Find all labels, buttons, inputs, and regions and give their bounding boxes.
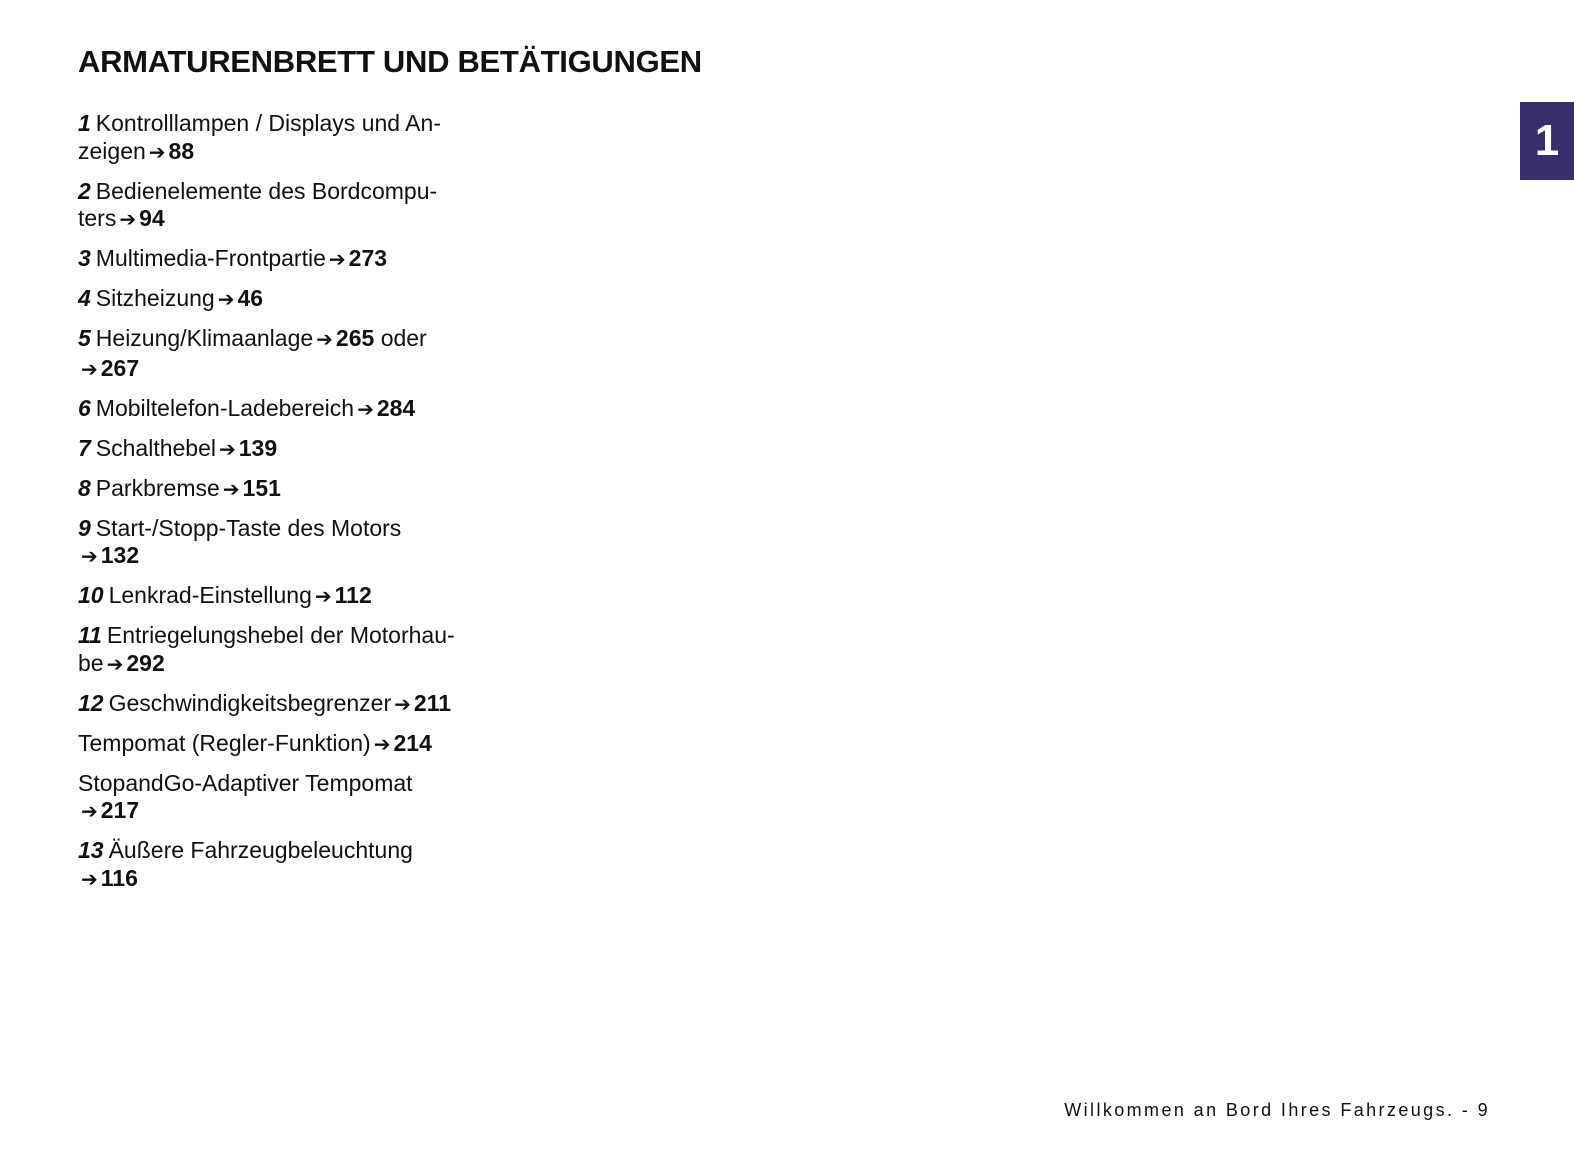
page-reference[interactable]: 284 — [376, 394, 416, 421]
page-title: ARMATURENBRETT UND BETÄTIGUNGEN — [78, 44, 702, 79]
page-reference[interactable]: 151 — [242, 474, 281, 501]
arrow-right-icon: ➔ — [81, 358, 98, 381]
arrow-right-icon: ➔ — [328, 249, 346, 271]
item-label: ters — [78, 205, 117, 231]
legend-item — [78, 245, 518, 275]
item-label: zeigen — [78, 137, 146, 164]
arrow-right-icon: ➔ — [316, 329, 333, 351]
item-number: 6 — [78, 394, 91, 421]
item-number: 7 — [78, 434, 91, 461]
legend-item — [78, 178, 518, 235]
legend-item — [78, 730, 518, 760]
page-reference[interactable]: 292 — [126, 649, 165, 676]
dashboard-legend-list — [78, 110, 518, 905]
item-number: 4 — [78, 285, 91, 311]
arrow-right-icon: ➔ — [314, 586, 332, 608]
page-reference[interactable]: 139 — [238, 434, 278, 461]
item-number: 5 — [78, 325, 91, 351]
item-label: Bedienelemente des Bordcompu- — [95, 177, 438, 204]
item-label-suffix: oder — [380, 325, 427, 351]
item-label: Sitzheizung — [95, 285, 215, 311]
page-reference[interactable]: 94 — [139, 205, 165, 231]
page-footer: Willkommen an Bord Ihres Fahrzeugs. - 9 — [1064, 1100, 1490, 1120]
item-number: 12 — [78, 689, 104, 716]
item-label: Start-/Stopp-Taste des Motors — [95, 514, 402, 541]
legend-item — [78, 285, 518, 315]
item-label: Äußere Fahrzeugbeleuchtung — [108, 837, 413, 863]
arrow-right-icon: ➔ — [119, 209, 137, 231]
legend-item — [78, 690, 518, 720]
chapter-tab: 1 — [1520, 102, 1574, 180]
item-label: Schalthebel — [95, 434, 216, 461]
item-number: 3 — [78, 245, 91, 271]
item-label: Multimedia-Frontpartie — [95, 245, 326, 271]
item-number: 8 — [78, 474, 91, 501]
legend-item — [78, 515, 518, 572]
item-label: StopandGo-Adaptiver Tempomat — [78, 769, 413, 796]
arrow-right-icon: ➔ — [217, 289, 235, 311]
page-reference[interactable]: 273 — [348, 245, 388, 271]
page-reference[interactable]: 217 — [100, 797, 140, 823]
item-label: Entriegelungshebel der Motorhau- — [106, 622, 455, 648]
page-reference[interactable]: 214 — [393, 729, 432, 756]
arrow-right-icon: ➔ — [373, 733, 391, 756]
item-label: Lenkrad-Einstellung — [108, 582, 312, 608]
arrow-right-icon: ➔ — [81, 801, 98, 823]
legend-item — [78, 325, 518, 384]
legend-item — [78, 475, 518, 505]
page-reference[interactable]: 265 — [335, 325, 375, 351]
item-number: 10 — [78, 582, 104, 608]
arrow-right-icon: ➔ — [81, 546, 98, 568]
item-number: 13 — [78, 837, 104, 863]
page-reference[interactable]: 132 — [100, 542, 140, 568]
legend-item — [78, 435, 518, 465]
item-label: be — [78, 649, 104, 676]
legend-item — [78, 395, 518, 425]
legend-item — [78, 582, 518, 612]
legend-item — [78, 622, 518, 679]
item-number: 9 — [78, 514, 91, 541]
arrow-right-icon: ➔ — [222, 478, 240, 501]
legend-item — [78, 837, 518, 894]
legend-item — [78, 770, 518, 827]
arrow-right-icon: ➔ — [394, 693, 411, 716]
item-label: Tempomat (Regler-Funktion) — [78, 729, 371, 756]
item-number: 1 — [78, 110, 91, 136]
legend-item — [78, 110, 518, 167]
item-label: Geschwindigkeitsbegrenzer — [108, 689, 392, 716]
arrow-right-icon: ➔ — [148, 141, 166, 164]
item-number: 2 — [78, 177, 91, 204]
item-label: Kontrolllampen / Displays und An- — [95, 110, 441, 136]
item-label: Parkbremse — [95, 474, 220, 501]
page-reference[interactable]: 112 — [334, 582, 372, 608]
item-label: Heizung/Klimaanlage — [95, 325, 314, 351]
page-reference[interactable]: 116 — [100, 864, 138, 891]
page-reference[interactable]: 88 — [168, 137, 195, 164]
page-reference[interactable]: 46 — [237, 285, 264, 311]
arrow-right-icon: ➔ — [357, 398, 374, 421]
arrow-right-icon: ➔ — [81, 868, 98, 891]
page-reference[interactable]: 211 — [413, 689, 452, 716]
arrow-right-icon: ➔ — [219, 438, 236, 461]
item-label: Mobiltelefon-Ladebereich — [95, 394, 355, 421]
arrow-right-icon: ➔ — [106, 653, 124, 676]
item-number: 11 — [78, 622, 102, 648]
page-reference[interactable]: 267 — [100, 354, 140, 381]
